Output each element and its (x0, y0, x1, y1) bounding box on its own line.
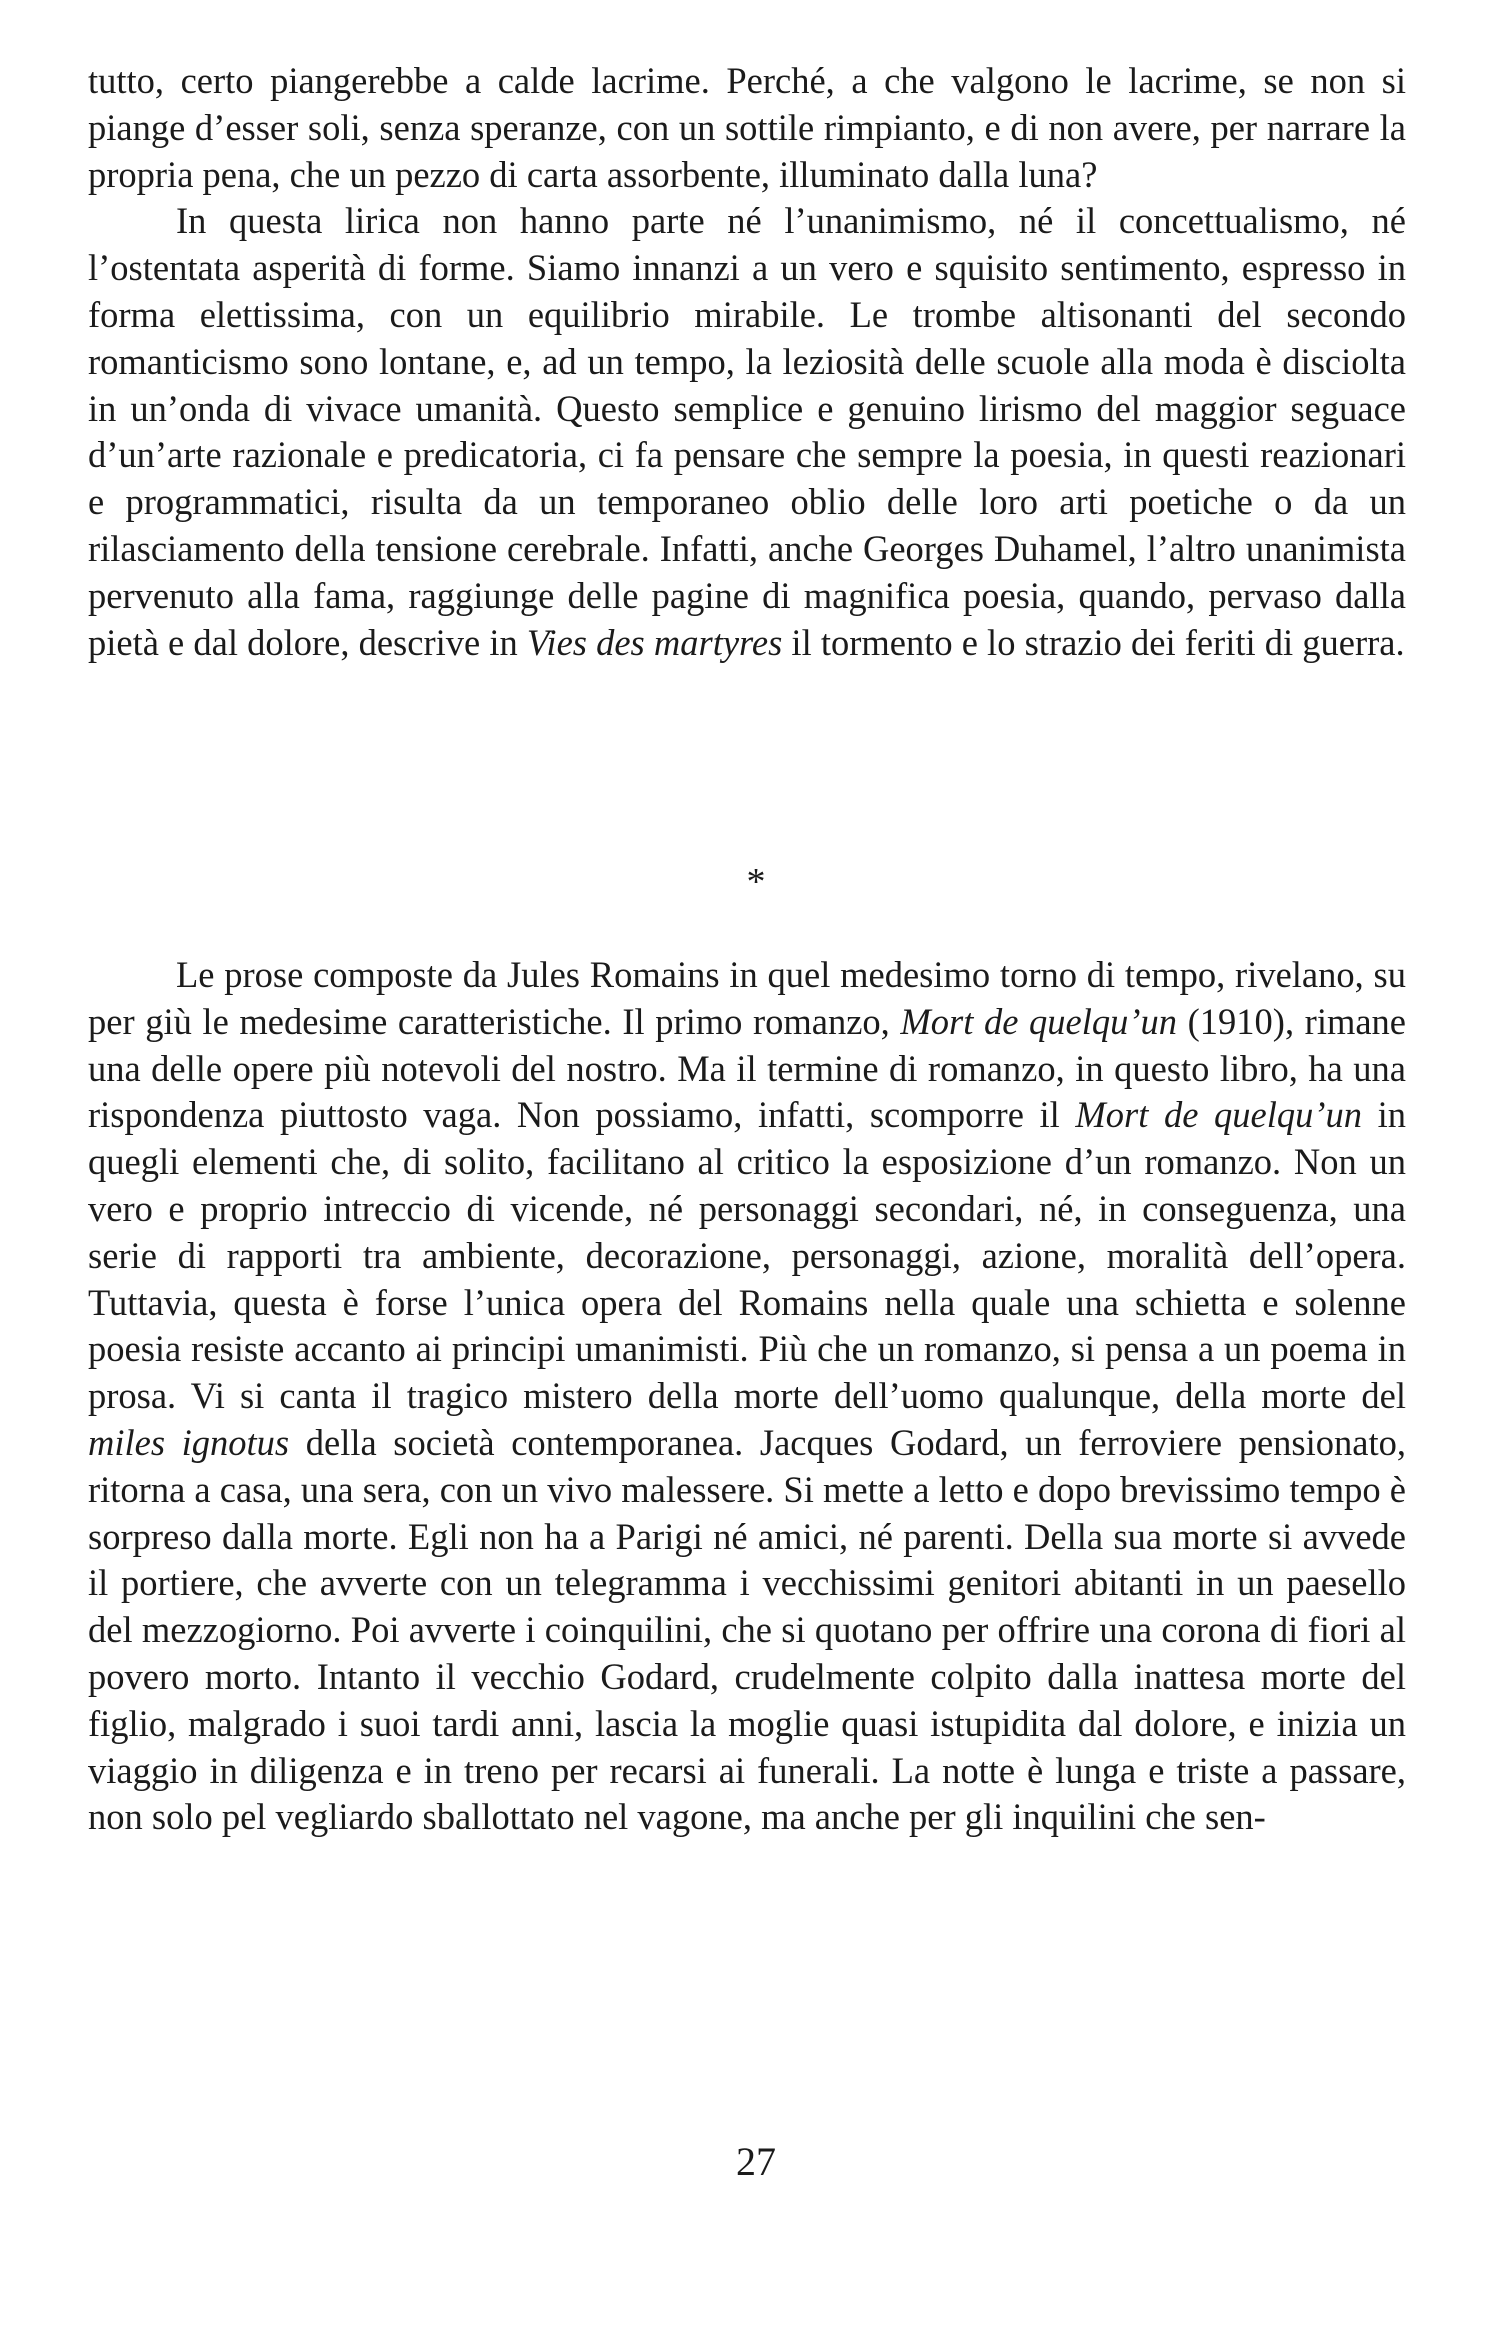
top-text-section (88, 58, 1406, 666)
paragraph-prose-romains (88, 952, 1406, 1841)
paragraph-3-text-4: della società contemporanea. Jacques Godard, un ferroviere pensionato, ritorna a casa, una sera, con un vivo malessere. Si mette a letto e dopo brevissimo tempo è sorpreso dalla morte. Egli non ha a Parigi né amici, né parenti. Della sua morte si avvede il portiere, che avverte con un telegramma i vecchissimi genitori abitanti in un paesello del mezzogiorno. Poi avverte i coinquilini, che si quotano per offrire una corona di fiori al povero morto. Intanto il vecchio Godard, crudelmente colpito dalla inattesa morte del figlio, malgrado i suoi tardi anni, lascia la moglie quasi istupidita dal dolore, e inizia un viaggio in diligenza e in treno per recarsi ai funerali. La notte è lunga e triste a passare, non solo pel vegliardo sballottato nel vagone, ma anche per gli inquilini che sen- (88, 1421, 1406, 1838)
paragraph-1-text: tutto, certo piangerebbe a calde lacrime. Perché, a che valgono le lacrime, se non si piange d’esser soli, senza speranze, con un sottile rimpianto, e di non avere, per narrare la propria pena, che un pezzo di carta assorbente, illuminato dalla luna? (88, 60, 1406, 195)
paragraph-lirica (88, 198, 1406, 666)
italic-title-vies-des-martyres: Vies des martyres (526, 621, 783, 663)
paragraph-3-text-2: (1910), rimane una delle opere più notevoli del nostro. Ma il termine di romanzo, in questo libro, ha una rispondenza piuttosto vaga. Non possiamo, infatti, scomporre il (88, 1000, 1407, 1136)
page-number: 27 (736, 2139, 776, 2184)
paragraph-3-text-1: Le prose composte da Jules Romains in quel medesimo torno di tempo, rivelano, su per giù le medesime caratteristiche. Il primo romanzo, (88, 954, 1406, 1042)
italic-miles-ignotus: miles ignotus (88, 1421, 290, 1463)
paragraph-2-text-end: il tormento e lo strazio dei feriti di guerra. (782, 621, 1405, 663)
bottom-text-section (88, 952, 1406, 1841)
paragraph-continuation (88, 58, 1406, 198)
section-separator: * (746, 861, 766, 903)
paragraph-2-text-start: In questa lirica non hanno parte né l’unanimismo, né il concettualismo, né l’ostentata asperità di forme. Siamo innanzi a un vero e squisito sentimento, espresso in forma elettissima, con un equilibrio mirabile. Le trombe altisonanti del secondo romanticismo sono lontane, e, ad un tempo, la leziosità delle scuole alla moda è disciolta in un’onda di vivace umanità. Questo semplice e genuino lirismo del maggior seguace d’un’arte razionale e predicatoria, ci fa pensare che sempre la poesia, in questi reazionari e programmatici, risulta da un temporaneo oblio delle loro arti poetiche o da un rilasciamento della tensione cerebrale. Infatti, anche Georges Duhamel, l’altro unanimista pervenuto alla fama, raggiunge delle pagine di magnifica poesia, quando, pervaso dalla pietà e dal dolore, descrive in (88, 200, 1406, 663)
paragraph-3-text-3: in quegli elementi che, di solito, facilitano al critico la esposizione d’un romanzo. Non un vero e proprio intreccio di vicende, né personaggi secondari, né, in conseguenza, una serie di rapporti tra ambiente, decorazione, personaggi, azione, moralità dell’opera. Tuttavia, questa è forse l’unica opera del Romains nella quale una schietta e solenne poesia resiste accanto ai principi umanimisti. Più che un romanzo, si pensa a un poema in prosa. Vi si canta il tragico mistero della morte dell’uomo qualunque, della morte del (88, 1094, 1406, 1417)
italic-title-mort-de-quelquun: Mort de quelqu’un (900, 1000, 1178, 1042)
italic-title-mort-de-quelquun-2: Mort de quelqu’un (1075, 1094, 1363, 1136)
